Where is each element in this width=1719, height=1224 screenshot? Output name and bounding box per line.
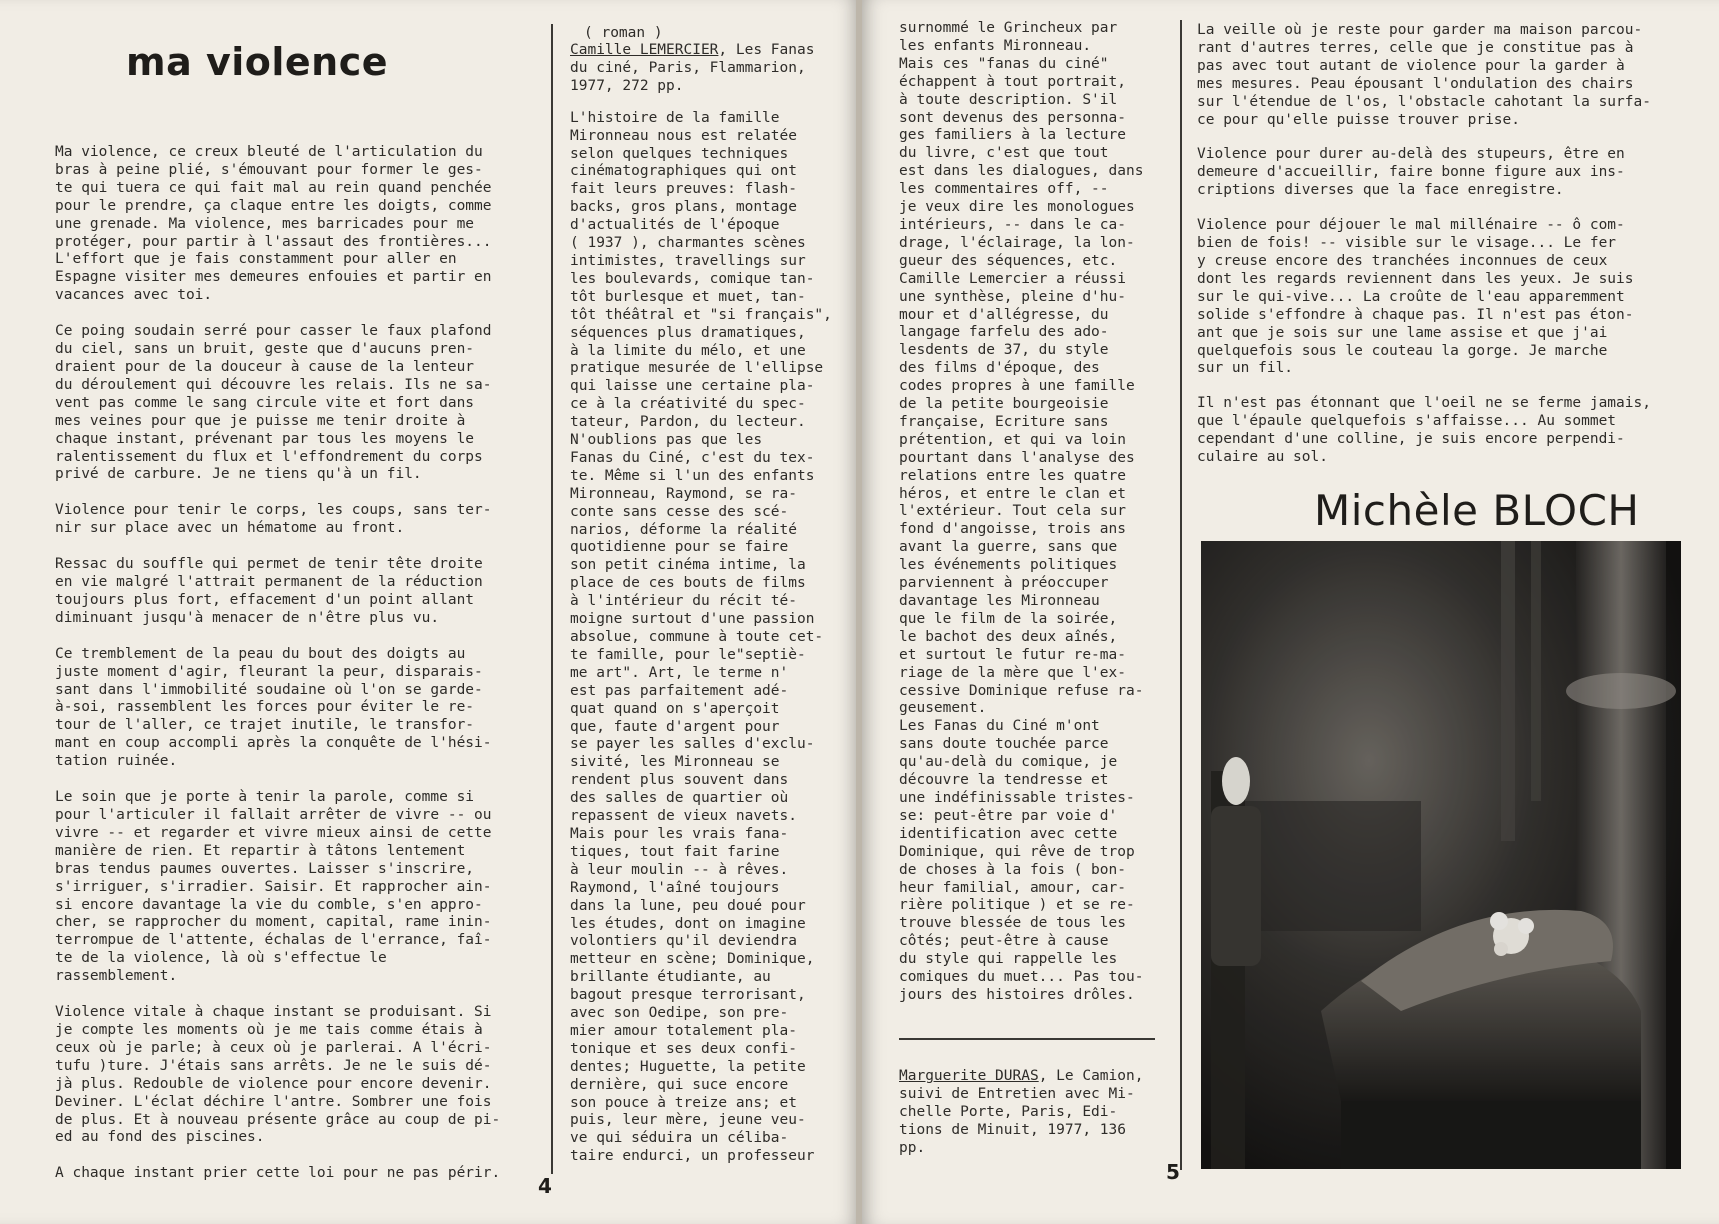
- right-page: [862, 0, 1719, 1224]
- poem-stanza: Ce tremblement de la peau du bout des doigts au juste moment d'agir, fleurant la peur, disparais- sant dans l'immobilité soudaine où l'on se garde- à-soi, rassemblent les forces pour éviter le re- tour de l'aller, ce trajet inutile, le transfor- mant en coup accompli après la conquête de l'hési- tation ruinée.: [55, 645, 492, 770]
- column-divider: [551, 24, 553, 1174]
- review-publication: , Les Fanas du ciné, Paris, Flammarion, 1977, 272 pp.: [570, 42, 815, 94]
- review-author: Camille LEMERCIER: [570, 42, 719, 58]
- section-divider: [899, 1038, 1155, 1040]
- page-number: 5: [1166, 1160, 1180, 1184]
- poem-stanza: La veille où je reste pour garder ma maison parcou- rant d'autres terres, celle que je constitue pas à pas avec tout autant de violence pour la garder à mes mesures. Peau épousant l'ondulation des chairs sur l'étendue de l'os, l'obstacle cahotant la surfa- ce pour qu'elle puisse trouver prise.: [1197, 22, 1651, 128]
- poem-stanza: A chaque instant prier cette loi pour ne pas périr.: [55, 1165, 501, 1182]
- photo-illustration: [1201, 541, 1681, 1169]
- book-review-continued: [899, 20, 1161, 1005]
- poem-stanza: Ressac du souffle qui permet de tenir tête droite en vie malgré l'attrait permanent de la réduction toujours plus fort, effacement d'un point allant diminuant jusqu'à menacer de n'être plus vu.: [55, 556, 483, 626]
- poem-stanza: Ce poing soudain serré pour casser le faux plafond du ciel, sans un bruit, geste que d'aucuns pren- draient pour de la douceur à cause de la lenteur du déroulement qui découvre les relais. Ils ne sa- vent pas comme le sang circule vite et fort dans mes veines pour que je puisse me tenir droite à chaque instant, prévenant par tous les moyens le ralentissement du flux et l'effondrement du corps privé de carbure. Je ne tiens qu'à un fil.: [55, 323, 492, 483]
- left-page: [0, 0, 858, 1224]
- poem-stanza: Violence vitale à chaque instant se produisant. Si je compte les moments où je me tais comme étais à ceux où je parle; à ceux où je parlerai. A l'écri- tufu )ture. J'étais sans arrêts. Je ne le suis dé- jà plus. Redouble de violence pour encore devenir. Deviner. L'éclat déchire l'antre. Sombrer une fois de plus. Et à nouveau présente grâce au coup de pi- ed au fond des piscines.: [55, 1004, 501, 1146]
- poem-stanza: Violence pour déjouer le mal millénaire -- ô com- bien de fois! -- visible sur le visage... Le fer y creuse encore des tranchées inconnues de ceux dont les regards reviennent dans les yeux. Je suis sur le qui-vive... La croûte de l'eau apparemment solide s'effondre à chaque pas. Il n'est pas éton- ant que je sois sur une lame assise et que j'ai quelquefois sous le couteau la gorge. Je marche sur un fil.: [1197, 217, 1634, 377]
- poem-stanza: Violence pour tenir le corps, les coups, sans ter- nir sur place avec un hématome au front.: [55, 502, 492, 537]
- poem-title: ma violence: [126, 40, 389, 84]
- poem-stanza: Il n'est pas étonnant que l'oeil ne se ferme jamais, que l'épaule quelquefois s'affaisse... Au sommet cependant d'une colline, je suis encore perpendi- culaire au sol.: [1197, 395, 1651, 466]
- review-reference: [570, 42, 832, 96]
- review-text: L'histoire de la famille Mironneau nous est relatée selon quelques techniques cinématographiques qui ont fait leurs preuves: flash- backs, gros plans, montage d'actualités de l'époque ( 1937 ), charmantes scènes intimistes, travellings sur les boulevards, comique tan- tôt burlesque et muet, tan- tôt théâtral et "si français", séquences plus dramatiques, à la limite du mélo, et une pratique mesurée de l'ellipse qui laisse une certaine pla- ce à la créativité du spec- tateur, Pardon, du lecteur. N'oublions pas que les Fanas du Ciné, c'est du tex- te. Même si l'un des enfants Mironneau, Raymond, se ra- conte sans cesse des scé- narios, déforme la réalité quotidienne pour se faire son petit cinéma intime, la place de ces bouts de films à l'intérieur du récit té- moigne surtout d'une passion absolue, commune à toute cet- te famille, pour le"septiè- me art". Art, le terme n' est pas parfaitement adé- quat quand on s'aperçoit que, faute d'argent pour se payer les salles d'exclu- sivité, les Mironneau se rendent plus souvent dans des salles de quartier où repassent de vieux navets. Mais pour les vrais fana- tiques, tout fait farine à leur moulin -- à rêves. Raymond, l'aîné toujours dans la lune, peu doué pour les études, dont on imagine volontiers qu'il deviendra metteur en scène; Dominique, brillante étudiante, au bagout presque terrorisant, avec son Oedipe, son pre- mier amour totalement pla- tonique et ses deux confi- dentes; Huguette, la petite dernière, qui suce encore son pouce à treize ans; et puis, leur mère, jeune veu- ve qui séduira un céliba- taire endurci, un professeur: [570, 109, 832, 1165]
- photo-icon: [1201, 541, 1681, 1169]
- poem-stanza: Violence pour durer au-delà des stupeurs, être en demeure d'accueillir, faire bonne figure aux ins- criptions diverses que la face enregistre.: [1197, 146, 1625, 199]
- review-genre: ( roman ): [584, 25, 663, 41]
- review-publication: , Le Camion, suivi de Entretien avec Mi- chelle Porte, Paris, Edi- tions de Minuit, 1977, 136 pp.: [899, 1068, 1144, 1156]
- review-text: surnommé le Grincheux par les enfants Mironneau. Mais ces "fanas du ciné" échappent à tout portrait, à toute description. S'il sont devenus des personna- ges familiers à la lecture du livre, c'est que tout est dans les dialogues, dans les commentaires off, -- je veux dire les monologues intérieurs, -- dans le ca- drage, l'éclairage, la lon- gueur des séquences, etc. Camille Lemercier a réussi une synthèse, pleine d'hu- mour et d'allégresse, du langage farfelu des ado- lesdents de 37, du style des films d'époque, des codes propres à une famille de la petite bourgeoisie française, Ecriture sans prétention, et qui va loin pourtant dans l'analyse des relations entre les quatre héros, et entre le clan et l'extérieur. Tout cela sur fond d'angoisse, trois ans avant la guerre, sans que les événements politiques parviennent à préoccuper davantage les Mironneau que le film de la soirée, le bachot des deux aînés, et surtout le futur re-ma- riage de la mère que l'ex- cessive Dominique refuse ra- geusement. Les Fanas du Ciné m'ont sans doute touchée parce qu'au-delà du comique, je découvre la tendresse et une indéfinissable tristes- se: peut-être par voie d' identification avec cette Dominique, qui rêve de trop de choses à la fois ( bon- heur familial, amour, car- rière politique ) et se re- trouve blessée de tous les côtés; peut-être à cause du style qui rappelle les comiques du muet... Pas tou- jours des histoires drôles.: [899, 20, 1144, 1003]
- column-divider: [1180, 20, 1182, 1170]
- poem-body-continued: [1197, 22, 1667, 484]
- page-number: 4: [538, 1174, 552, 1198]
- review-reference: [899, 1068, 1161, 1158]
- book-review-2: [899, 1068, 1161, 1172]
- poem-stanza: Le soin que je porte à tenir la parole, comme si pour l'articuler il fallait arrêter de vivre -- ou vivre -- et regarder et vivre mieux ainsi de cette manière de rien. Et repartir à tâtons lentement bras tendus paumes ouvertes. Laisser s'inscrire, s'irriguer, s'irradier. Saisir. Et rapprocher ain- si encore davantage la vie du comble, s'en appro- cher, se rapprocher du moment, capital, rame inin- terrompue de l'attente, échalas de l'errance, faî- te de la violence, là où s'effectue le rassemblement.: [55, 789, 492, 985]
- book-review: [570, 24, 832, 1166]
- poem-body: [55, 144, 517, 1201]
- review-author: Marguerite DURAS: [899, 1068, 1039, 1084]
- poem-stanza: Ma violence, ce creux bleuté de l'articulation du bras à peine plié, s'émouvant pour former le ges- te qui tuera ce qui fait mal au rein quand penchée pour le prendre, ça claque entre les doigts, comme une grenade. Ma violence, mes barricades pour me protéger, pour partir à l'assaut des frontières... L'effort que je fais constamment pour aller en Espagne visiter mes demeures enfouies et partir en vacances avec toi.: [55, 144, 492, 304]
- author-signature: Michèle BLOCH: [1314, 486, 1640, 535]
